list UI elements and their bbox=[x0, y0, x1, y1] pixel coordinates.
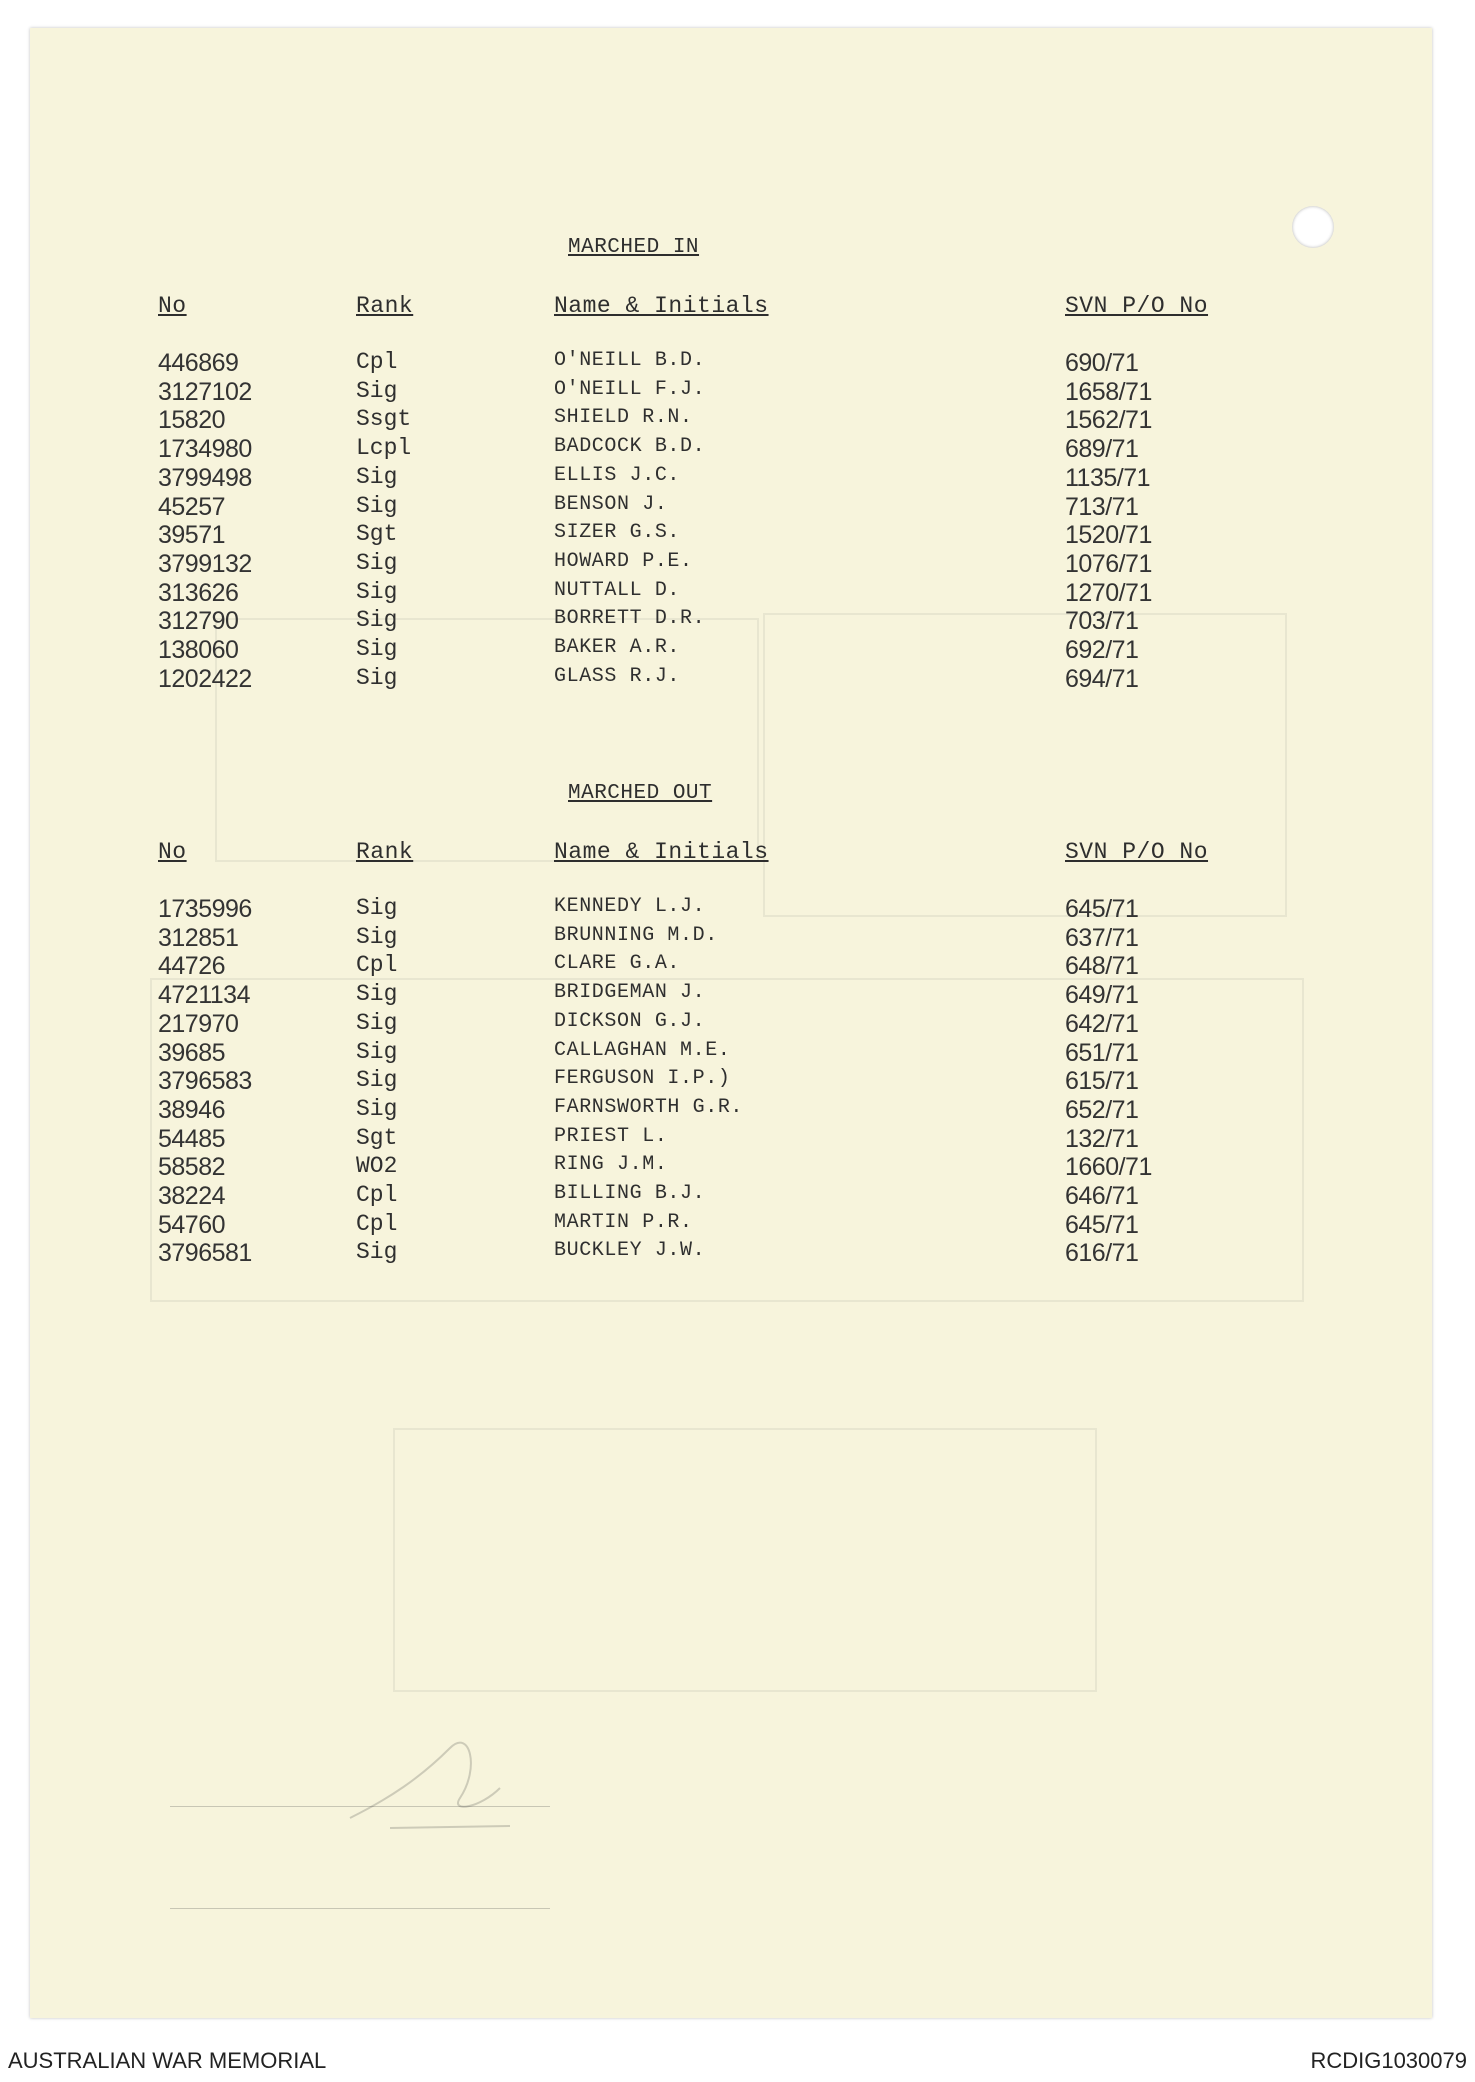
footer-identifier: RCDIG1030079 bbox=[1310, 2048, 1467, 2073]
marched-in-col-svn: SVN P/O No bbox=[1065, 293, 1209, 319]
marched-out-heading: MARCHED OUT bbox=[568, 782, 713, 805]
rank: Cpl bbox=[356, 1210, 398, 1237]
service-number: 313626 bbox=[158, 578, 239, 607]
footer-institution: AUSTRALIAN WAR MEMORIAL bbox=[8, 2048, 327, 2073]
table-row bbox=[0, 607, 1300, 636]
service-number: 44726 bbox=[158, 952, 226, 981]
marched-in-col-rank: Rank bbox=[356, 293, 414, 319]
appointment-line bbox=[170, 1908, 550, 1909]
name-initials: KENNEDY L.J. bbox=[554, 895, 706, 918]
service-number: 39685 bbox=[158, 1038, 226, 1067]
svn-po-number: 1660/71 bbox=[1065, 1153, 1152, 1182]
svn-po-number: 132/71 bbox=[1065, 1124, 1139, 1153]
table-row bbox=[0, 493, 1300, 522]
name-initials: FARNSWORTH G.R. bbox=[554, 1095, 744, 1119]
table-row bbox=[0, 1239, 1300, 1268]
service-number: 54485 bbox=[158, 1124, 226, 1153]
rank: Sig bbox=[356, 607, 398, 634]
rank: Cpl bbox=[356, 1182, 398, 1208]
service-number: 1734980 bbox=[158, 435, 252, 464]
service-number: 15820 bbox=[158, 406, 226, 435]
svn-po-number: 648/71 bbox=[1065, 952, 1139, 981]
table-row bbox=[0, 378, 1300, 407]
service-number: 4721134 bbox=[158, 981, 250, 1010]
table-row bbox=[0, 435, 1300, 464]
svn-po-number: 1520/71 bbox=[1065, 521, 1152, 550]
table-row bbox=[0, 1153, 1300, 1182]
service-number: 312790 bbox=[158, 607, 239, 636]
svn-po-number: 692/71 bbox=[1065, 636, 1139, 664]
svn-po-number: 1135/71 bbox=[1065, 463, 1151, 492]
table-row bbox=[0, 1039, 1300, 1068]
table-row bbox=[0, 1010, 1300, 1039]
name-initials: BRUNNING M.D. bbox=[554, 923, 718, 947]
svn-po-number: 646/71 bbox=[1065, 1182, 1139, 1210]
rank: Sig bbox=[356, 895, 398, 921]
table-row bbox=[0, 952, 1300, 981]
service-number: 3799132 bbox=[158, 549, 252, 578]
table-row bbox=[0, 579, 1300, 608]
marched-in-heading: MARCHED IN bbox=[568, 236, 700, 259]
service-number: 217970 bbox=[158, 1009, 239, 1038]
service-number: 3799498 bbox=[158, 463, 252, 492]
rank: WO2 bbox=[356, 1153, 398, 1180]
svn-po-number: 1076/71 bbox=[1065, 549, 1152, 578]
rank: Sig bbox=[356, 1038, 398, 1065]
svn-po-number: 694/71 bbox=[1065, 664, 1139, 693]
rank: Sig bbox=[356, 981, 398, 1008]
svn-po-number: 1658/71 bbox=[1065, 377, 1152, 406]
svn-po-number: 637/71 bbox=[1065, 923, 1139, 952]
rank: Sgt bbox=[356, 521, 398, 548]
name-initials: GLASS R.J. bbox=[554, 664, 681, 688]
marched-out-col-name: Name & Initials bbox=[554, 839, 769, 865]
name-initials: BUCKLEY J.W. bbox=[554, 1239, 706, 1263]
bleed-through-table-low bbox=[393, 1428, 1097, 1692]
name-initials: O'NEILL B.D. bbox=[554, 349, 706, 372]
service-number: 58582 bbox=[158, 1153, 226, 1182]
name-initials: DICKSON G.J. bbox=[554, 1009, 706, 1033]
service-number: 3796583 bbox=[158, 1067, 252, 1096]
table-row bbox=[0, 981, 1300, 1010]
svn-po-number: 616/71 bbox=[1065, 1239, 1139, 1268]
svn-po-number: 703/71 bbox=[1065, 607, 1139, 636]
table-row bbox=[0, 1067, 1300, 1096]
service-number: 138060 bbox=[158, 636, 239, 664]
service-number: 39571 bbox=[158, 521, 226, 550]
rank: Sig bbox=[356, 636, 398, 662]
marched-in-col-name: Name & Initials bbox=[554, 293, 769, 319]
svn-po-number: 645/71 bbox=[1065, 1210, 1139, 1239]
table-row bbox=[0, 1182, 1300, 1211]
svn-po-number: 1562/71 bbox=[1065, 406, 1152, 435]
svn-po-number: 642/71 bbox=[1065, 1009, 1139, 1038]
rank: Sig bbox=[356, 1009, 398, 1036]
name-initials: ELLIS J.C. bbox=[554, 463, 681, 487]
name-initials: HOWARD P.E. bbox=[554, 549, 693, 573]
name-initials: CALLAGHAN M.E. bbox=[554, 1038, 731, 1062]
name-initials: PRIEST L. bbox=[554, 1124, 668, 1148]
table-row bbox=[0, 1096, 1300, 1125]
service-number: 446869 bbox=[158, 349, 239, 377]
rank: Sig bbox=[356, 1239, 398, 1266]
svn-po-number: 651/71 bbox=[1065, 1038, 1139, 1067]
signature-mark bbox=[330, 1708, 530, 1838]
table-row bbox=[0, 550, 1300, 579]
rank: Sig bbox=[356, 1067, 398, 1094]
rank: Sig bbox=[356, 463, 398, 490]
table-row bbox=[0, 895, 1300, 924]
name-initials: SIZER G.S. bbox=[554, 521, 681, 545]
name-initials: BRIDGEMAN J. bbox=[554, 981, 706, 1005]
service-number: 3796581 bbox=[158, 1239, 252, 1268]
name-initials: SHIELD R.N. bbox=[554, 406, 693, 430]
marched-in-col-no: No bbox=[158, 293, 187, 319]
rank: Sig bbox=[356, 492, 398, 519]
rank: Sig bbox=[356, 923, 398, 950]
signature-line bbox=[170, 1806, 550, 1807]
name-initials: MARTIN P.R. bbox=[554, 1210, 693, 1234]
service-number: 1735996 bbox=[158, 895, 252, 923]
table-row bbox=[0, 406, 1300, 435]
rank: Sig bbox=[356, 1095, 398, 1122]
table-row bbox=[0, 1211, 1300, 1240]
svn-po-number: 615/71 bbox=[1065, 1067, 1139, 1096]
table-row bbox=[0, 349, 1300, 378]
rank: Cpl bbox=[356, 349, 398, 375]
svn-po-number: 713/71 bbox=[1065, 492, 1139, 521]
name-initials: O'NEILL F.J. bbox=[554, 377, 706, 401]
table-row bbox=[0, 1125, 1300, 1154]
name-initials: FERGUSON I.P.) bbox=[554, 1067, 731, 1091]
name-initials: BORRETT D.R. bbox=[554, 607, 706, 631]
rank: Sgt bbox=[356, 1124, 398, 1151]
service-number: 45257 bbox=[158, 492, 226, 521]
service-number: 38224 bbox=[158, 1182, 226, 1210]
svn-po-number: 652/71 bbox=[1065, 1095, 1139, 1124]
svn-po-number: 690/71 bbox=[1065, 349, 1139, 377]
rank: Cpl bbox=[356, 952, 398, 979]
svn-po-number: 645/71 bbox=[1065, 895, 1139, 923]
rank: Sig bbox=[356, 664, 398, 691]
name-initials: BADCOCK B.D. bbox=[554, 435, 706, 459]
rank: Sig bbox=[356, 578, 398, 605]
svn-po-number: 1270/71 bbox=[1065, 578, 1152, 607]
service-number: 38946 bbox=[158, 1095, 226, 1124]
rank: Lcpl bbox=[356, 435, 412, 462]
rank: Ssgt bbox=[356, 406, 412, 433]
table-row bbox=[0, 464, 1300, 493]
service-number: 3127102 bbox=[158, 377, 252, 406]
service-number: 54760 bbox=[158, 1210, 226, 1239]
svn-po-number: 649/71 bbox=[1065, 981, 1139, 1010]
name-initials: BILLING B.J. bbox=[554, 1182, 706, 1205]
svn-po-number: 689/71 bbox=[1065, 435, 1139, 464]
name-initials: CLARE G.A. bbox=[554, 952, 681, 976]
rank: Sig bbox=[356, 377, 398, 404]
table-row bbox=[0, 521, 1300, 550]
marched-out-col-rank: Rank bbox=[356, 839, 414, 865]
marched-out-col-svn: SVN P/O No bbox=[1065, 839, 1209, 865]
table-row bbox=[0, 636, 1300, 665]
name-initials: BAKER A.R. bbox=[554, 636, 681, 659]
table-row bbox=[0, 665, 1300, 694]
name-initials: BENSON J. bbox=[554, 492, 668, 516]
name-initials: NUTTALL D. bbox=[554, 578, 681, 602]
marched-out-col-no: No bbox=[158, 839, 187, 865]
punch-hole bbox=[1292, 206, 1334, 248]
table-row bbox=[0, 924, 1300, 953]
service-number: 1202422 bbox=[158, 664, 252, 693]
service-number: 312851 bbox=[158, 923, 239, 952]
rank: Sig bbox=[356, 549, 398, 576]
name-initials: RING J.M. bbox=[554, 1153, 668, 1177]
